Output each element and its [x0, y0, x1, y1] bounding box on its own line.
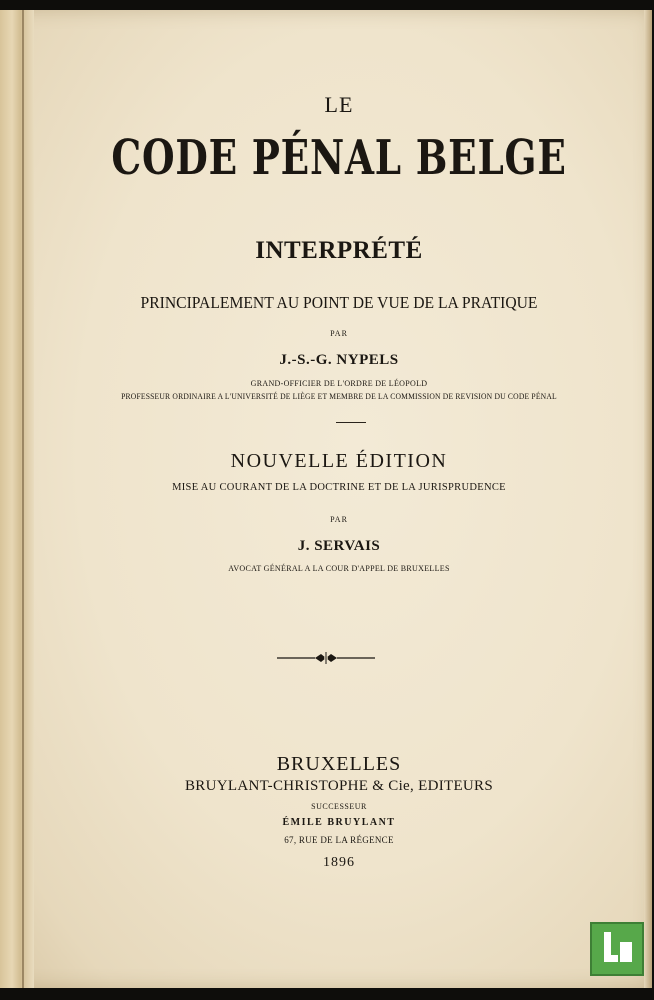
divider-rule	[336, 422, 366, 423]
author-position: PROFESSEUR ORDINAIRE A L'UNIVERSITÉ DE LIÈGE ET MEMBRE DE LA COMMISSION DE REVISION DU CODE PÉNAL	[121, 392, 557, 401]
by-label-2: PAR	[330, 515, 348, 524]
watermark-logo-icon	[590, 922, 644, 976]
book-title: CODE PÉNAL BELGE	[111, 130, 567, 186]
publisher-name: BRUYLANT-CHRISTOPHE & Cie, EDITEURS	[184, 778, 494, 794]
book-spine	[0, 10, 34, 988]
publication-city: BRUXELLES	[276, 753, 402, 775]
page-edge	[644, 10, 652, 988]
edition-note: MISE AU COURANT DE LA DOCTRINE ET DE LA JURISPRUDENCE	[172, 482, 506, 493]
author-honor: GRAND-OFFICIER DE L'ORDRE DE LÉOPOLD	[250, 379, 428, 388]
title-subtitle: INTERPRÉTÉ	[255, 237, 423, 264]
edition-label: NOUVELLE ÉDITION	[230, 450, 448, 472]
successor-name: ÉMILE BRUYLANT	[282, 817, 396, 828]
author-name: J.-S.-G. NYPELS	[279, 352, 399, 368]
ornament-icon	[277, 651, 375, 665]
by-label: PAR	[330, 329, 348, 338]
editor-name: J. SERVAIS	[297, 538, 381, 554]
title-article: LE	[324, 92, 354, 117]
successor-label: SUCCESSEUR	[311, 802, 367, 811]
editor-position: AVOCAT GÉNÉRAL A LA COUR D'APPEL DE BRUXELLES	[228, 564, 450, 573]
spine-fold-line	[22, 10, 24, 988]
publisher-address: 67, RUE DE LA RÉGENCE	[284, 835, 394, 845]
publication-year: 1896	[323, 855, 355, 870]
title-description: PRINCIPALEMENT AU POINT DE VUE DE LA PRATIQUE	[140, 293, 538, 312]
book-page	[0, 10, 652, 988]
